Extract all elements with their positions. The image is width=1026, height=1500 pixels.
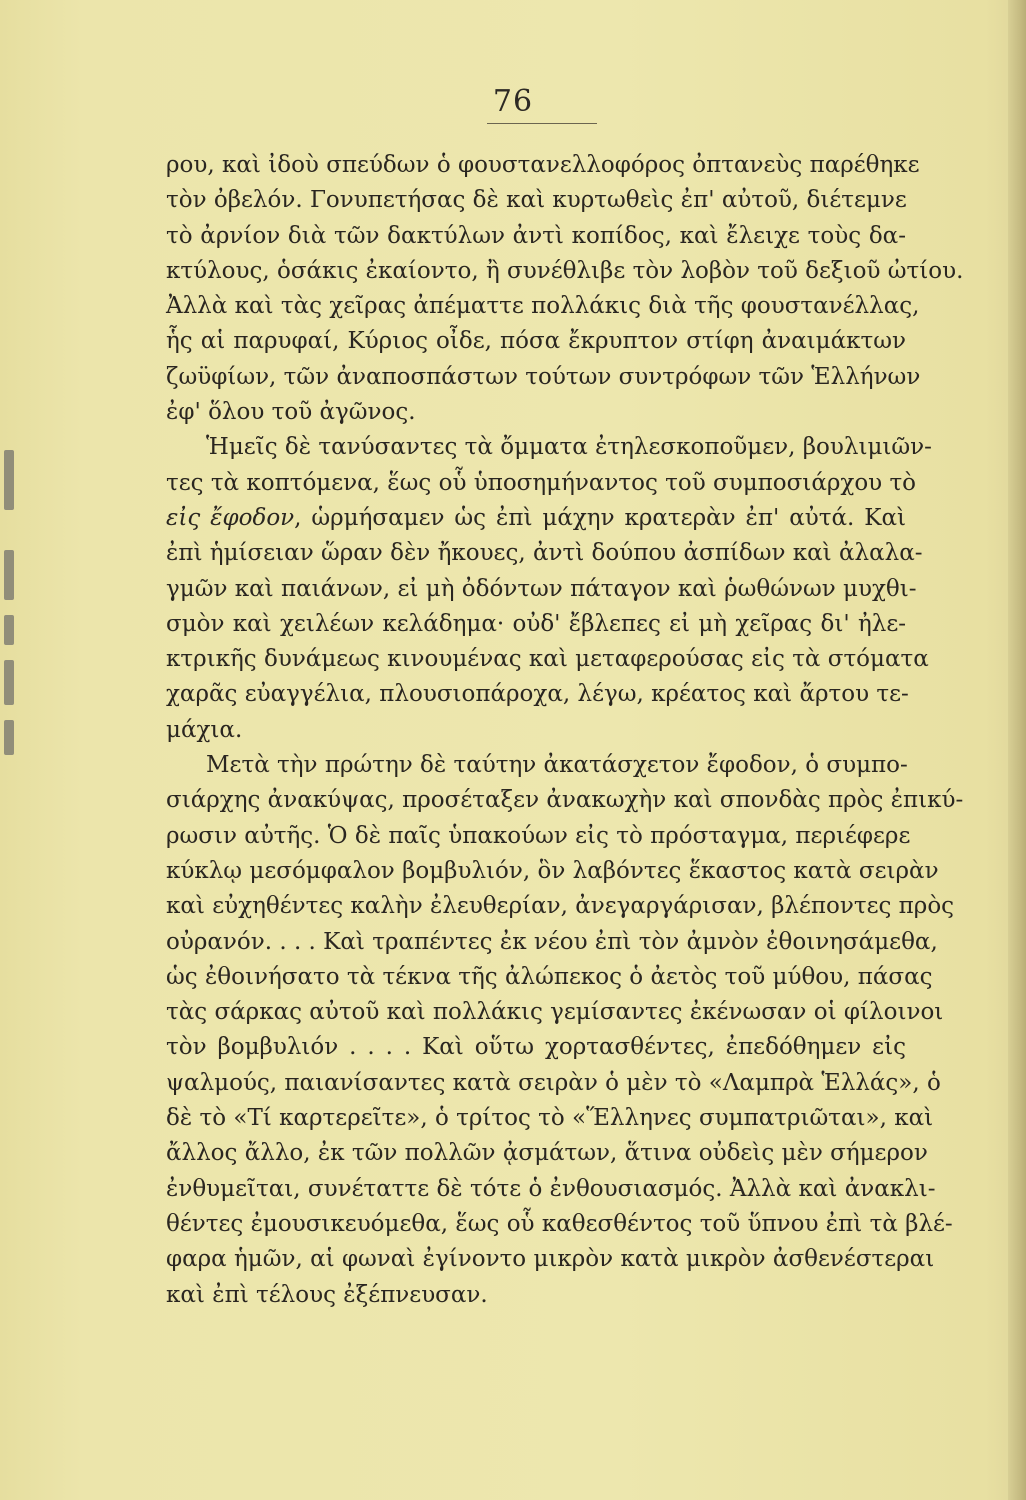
text-line: ἐφ' ὅλου τοῦ ἀγῶνος. (166, 399, 416, 426)
body-text (166, 148, 964, 1313)
text-line: τὸ ἀρνίον διὰ τῶν δακτύλων ἀντὶ κοπίδος, καὶ ἔλειχε τοὺς δα- (166, 222, 906, 249)
text-line: εἰς ἔφοδον, ὡρμήσαμεν ὡς ἐπὶ μάχην κρατερὰν ἐπ' αὐτά. Καὶ (166, 504, 906, 531)
text-line: ὡς ἐθοινήσατο τὰ τέκνα τῆς ἀλώπεκος ὁ ἀετὸς τοῦ μύθου, πάσας (166, 963, 933, 990)
text-line: τὰς σάρκας αὐτοῦ καὶ πολλάκις γεμίσαντες ἐκένωσαν οἱ φίλοινοι (166, 999, 944, 1026)
text-line: Ἡμεῖς δὲ τανύσαντες τὰ ὄμματα ἐτηλεσκοποῦμεν, βουλιμιῶν- (206, 434, 932, 461)
text-line: σιάρχης ἀνακύψας, προσέταξεν ἀνακωχὴν καὶ σπονδὰς πρὸς ἐπικύ- (166, 787, 964, 814)
text-line: οὐρανόν. . . . Καὶ τραπέντες ἐκ νέου ἐπὶ τὸν ἀμνὸν ἐθοινησάμεθα, (166, 928, 938, 955)
text-line: ρωσιν αὐτῆς. Ὁ δὲ παῖς ὑπακούων εἰς τὸ πρόσταγμα, περιέφερε (166, 822, 911, 849)
text-line: τὸν βομβυλιόν . . . . Καὶ οὕτω χορτασθέντες, ἐπεδόθημεν εἰς (166, 1034, 906, 1061)
text-line: Ἀλλὰ καὶ τὰς χεῖρας ἀπέματτε πολλάκις διὰ τῆς φουστανέλλας, (166, 293, 920, 320)
text-line: ἐνθυμεῖται, συνέταττε δὲ τότε ὁ ἐνθουσιασμός. Ἀλλὰ καὶ ἀνακλι- (166, 1175, 936, 1202)
text-line: καὶ εὐχηθέντες καλὴν ἐλευθερίαν, ἀνεγαργάρισαν, βλέποντες πρὸς (166, 893, 955, 920)
text-line: σμὸν καὶ χειλέων κελάδημα· οὐδ' ἔβλεπες εἰ μὴ χεῖρας δι' ἠλε- (166, 610, 906, 637)
text-line: ἄλλος ἄλλο, ἐκ τῶν πολλῶν ᾀσμάτων, ἅτινα οὐδεὶς μὲν σήμερον (166, 1140, 928, 1167)
text-line: θέντες ἐμουσικευόμεθα, ἕως οὗ καθεσθέντος τοῦ ὕπνου ἐπὶ τὰ βλέ- (166, 1210, 953, 1237)
text-line: ἧς αἱ παρυφαί, Κύριος οἶδε, πόσα ἔκρυπτον στίφη ἀναιμάκτων (166, 328, 906, 355)
text-line: καὶ ἐπὶ τέλους ἐξέπνευσαν. (166, 1281, 488, 1308)
text-line: κτύλους, ὁσάκις ἐκαίοντο, ἢ συνέθλιβε τὸν λοβὸν τοῦ δεξιοῦ ὠτίου. (166, 257, 964, 284)
text-line: ζωϋφίων, τῶν ἀναποσπάστων τούτων συντρόφων τῶν Ἑλλήνων (166, 363, 921, 390)
text-line: ψαλμούς, παιανίσαντες κατὰ σειρὰν ὁ μὲν τὸ «Λαμπρὰ Ἑλλάς», ὁ (166, 1069, 941, 1096)
text-line: κτρικῆς δυνάμεως κινουμένας καὶ μεταφερούσας εἰς τὰ στόματα (166, 646, 929, 673)
text-line: τὸν ὀβελόν. Γονυπετήσας δὲ καὶ κυρτωθεὶς ἐπ' αὐτοῦ, διέτεμνε (166, 187, 907, 214)
text-line: ἐπὶ ἡμίσειαν ὥραν δὲν ἤκουες, ἀντὶ δούπου ἀσπίδων καὶ ἀλαλα- (166, 540, 923, 567)
text-line: κύκλῳ μεσόμφαλον βομβυλιόν, ὃν λαβόντες ἕκαστος κατὰ σειρὰν (166, 857, 939, 884)
text-line: φαρα ἡμῶν, αἱ φωναὶ ἐγίνοντο μικρὸν κατὰ μικρὸν ἀσθενέστεραι (166, 1246, 935, 1273)
header-rule (487, 123, 597, 124)
page-number: 76 (492, 84, 534, 119)
text-line: ρου, καὶ ἰδοὺ σπεύδων ὁ φουστανελλοφόρος ὀπτανεὺς παρέθηκε (166, 152, 920, 178)
text-line: τες τὰ κοπτόμενα, ἕως οὗ ὑποσημήναντος τοῦ συμποσιάρχου τὸ (166, 469, 917, 496)
text-line: δὲ τὸ «Τί καρτερεῖτε», ὁ τρίτος τὸ «Ἕλληνες συμπατριῶται», καὶ (166, 1105, 934, 1132)
italic-phrase: εἰς ἔφοδον (166, 504, 295, 531)
page-edge-shadow (1008, 0, 1026, 1500)
binding-marks (0, 440, 22, 760)
text-line: Μετὰ τὴν πρώτην δὲ ταύτην ἀκατάσχετον ἔφοδον, ὁ συμπο- (206, 752, 908, 779)
text-line: χαρᾶς εὐαγγέλια, πλουσιοπάροχα, λέγω, κρέατος καὶ ἄρτου τε- (166, 681, 909, 708)
text-line: μάχια. (166, 716, 243, 743)
text-line: γμῶν καὶ παιάνων, εἰ μὴ ὀδόντων πάταγον καὶ ῥωθώνων μυχθι- (166, 575, 917, 602)
